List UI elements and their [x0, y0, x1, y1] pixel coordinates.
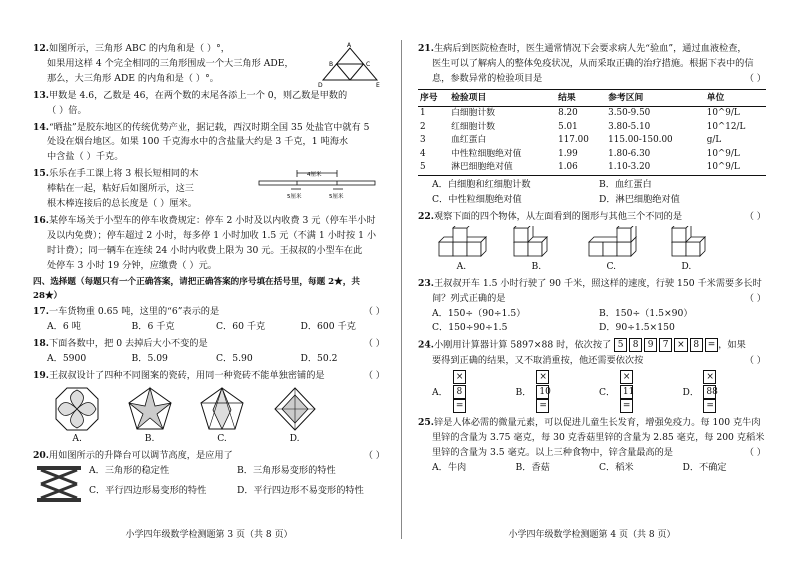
q23-option-c[interactable]: C．150÷90÷1.5	[432, 322, 508, 334]
q22-cubes-d-icon	[662, 226, 712, 260]
calculator-key: ×	[703, 370, 716, 384]
q19-tile-c-icon	[199, 386, 245, 432]
q22-option-c[interactable]: C.	[606, 260, 617, 272]
table-header: 检验项目	[449, 89, 556, 106]
calculator-key: =	[536, 399, 549, 413]
calculator-key: ×	[620, 370, 633, 384]
q21-option-b[interactable]: B．血红蛋白	[599, 179, 652, 191]
calculator-key: ×	[453, 370, 466, 384]
q19-option-c[interactable]: C.	[217, 432, 227, 444]
question-22: 22.观察下面的四个物体，从左面看到的图形与其他三个不同的是 （ ） A. B. C. D.	[418, 210, 766, 275]
q12-label-c: C	[366, 61, 371, 68]
calculator-key: 5	[614, 338, 627, 352]
q23-option-a[interactable]: A．150÷（90÷1.5）	[432, 307, 526, 319]
calculator-key: =	[620, 399, 633, 413]
table-row: 5 淋巴细胞绝对值 1.06 1.10-3.20 10^9/L	[418, 161, 766, 175]
q25-option-a[interactable]: A．牛肉	[432, 462, 467, 474]
q15-left-label: 5厘米	[287, 194, 302, 201]
table-row: 1 白细胞计数 8.20 3.50-9.50 10^9/L	[420, 107, 740, 118]
calculator-key: 88	[703, 385, 716, 399]
calculator-key: 10	[536, 385, 549, 399]
q23-option-d[interactable]: D．90÷1.5×150	[599, 322, 675, 334]
q17-option-b[interactable]: B．6 千克	[131, 321, 175, 333]
q23-option-b[interactable]: B．150÷（1.5×90）	[599, 307, 693, 319]
calculator-key: 11	[620, 385, 633, 399]
q15-right-label: 5厘米	[329, 194, 344, 201]
q12-label-d: D	[318, 82, 323, 88]
q21-option-c[interactable]: C．中性粒细胞绝对值	[432, 194, 522, 205]
q24-option-c[interactable]: C．×11=	[599, 371, 635, 412]
q18-answer-paren[interactable]: （ ）	[363, 338, 385, 350]
q19-tile-a-icon	[54, 386, 100, 432]
left-page	[33, 42, 385, 543]
q20-option-b[interactable]: B．三角形易变形的特性	[237, 464, 336, 476]
q25-option-c[interactable]: C．稻米	[599, 462, 634, 474]
q19-option-d[interactable]: D.	[289, 432, 300, 444]
calculator-key: ×	[536, 370, 549, 384]
table-row: 3 血红蛋白 117.00 115.00-150.00 g/L	[420, 135, 722, 146]
q24-keys-pressed	[614, 338, 718, 352]
q12-triangle-figure	[317, 42, 383, 88]
q15-stick-figure	[257, 167, 377, 207]
q18-option-d[interactable]: D．50.2	[300, 353, 338, 365]
table-row: 2 红细胞计数 5.01 3.80-5.10 10^12/L	[420, 121, 746, 132]
q21-option-d[interactable]: D．淋巴细胞绝对值	[599, 194, 680, 205]
table-header: 结果	[556, 89, 606, 106]
question-21: 21.生病后到医院检查时，医生通常情况下会要求病人先“验血”，通过血液检查， 医生可以了解病人的整体免疫状况，从而采取正确的治疗措施。根据下表中的信 息，参数异常的检验项目是 （ ） 序号 检验项目 结果 参考区间 单位 1 白细胞计数 8.20 3.50-9.50 10^9/L 2 红细胞计数 5.01 3.80-5.10 10^12/L 3 血红蛋白 117.00 115.00-150.00 g/L 4 中性粒细胞绝对值 1.99 1.80-6.30 10^9/L 5 淋巴细胞绝对值 1.06 1.10-3.20 10^9/L A．白细胞和红细胞计数 B．血红蛋白 C．中性粒细胞绝对值 D．淋巴细胞绝对值	[418, 42, 766, 208]
question-15: 15.乐乐在手工课上将 3 根长短相同的木 棒粘在一起，粘好后如图所示，这三 根木棒连接后的总长度是（ ）厘米。 4厘米 5厘米 5厘米	[33, 167, 385, 212]
q24-option-b[interactable]: B．×10=	[515, 371, 551, 412]
q20-option-a[interactable]: A．三角形的稳定性	[89, 464, 170, 476]
q24-option-a[interactable]: A．×8=	[432, 370, 516, 415]
table-header: 参考区间	[606, 89, 705, 106]
q22-option-d[interactable]: D.	[681, 260, 692, 272]
q22-answer-paren[interactable]: （ ）	[744, 210, 766, 222]
q17-option-d[interactable]: D．600 千克	[300, 321, 356, 333]
q22-cubes-a-icon	[437, 226, 487, 260]
q19-option-a[interactable]: A.	[72, 432, 82, 444]
table-header: 序号	[418, 89, 449, 106]
q12-label-a: A	[347, 42, 352, 49]
calculator-key: =	[705, 338, 719, 352]
calculator-key: 8	[453, 385, 466, 399]
question-20: 20.用如图所示的升降台可以调节高度，是应用了 （ ） A．三角形的稳定性 B．三角形易变形的特性 C．平行四边形易变形的特性 D．平行四边形不易变形的特性	[33, 449, 385, 504]
question-17: 17.一车货物重 0.65 吨，这里的“6”表示的是 （ ） A．6 吨 B．6 千克 C．60 千克 D．600 千克	[33, 305, 385, 335]
calculator-key: =	[453, 399, 466, 413]
q25-answer-paren[interactable]: （ ）	[744, 447, 766, 459]
question-18: 18.下面各数中，把 0 去掉后大小不变的是 （ ） A．5900 B．5.09 C．5.90 D．50.2	[33, 337, 385, 367]
question-25: 25.锌是人体必需的微量元素，可以促进儿童生长发育，增强免疫力。每 100 克牛肉 里锌的含量为 3.75 毫克，每 30 克香菇里锌的含量为 2.85 毫克，每 200 克稻米 里锌的含量为 3.5 毫克。以上三种食物中，锌含量最高的是 （ ） A．牛肉 B．香菇 C．稻米 D．不确定	[418, 416, 766, 476]
q17-option-c[interactable]: C．60 千克	[216, 321, 266, 333]
q18-option-b[interactable]: B．5.09	[131, 353, 168, 365]
q18-option-a[interactable]: A．5900	[47, 353, 87, 365]
calculator-key: =	[703, 399, 716, 413]
q17-answer-paren[interactable]: （ ）	[363, 306, 385, 318]
q22-option-b[interactable]: B.	[531, 260, 542, 272]
page-divider	[401, 40, 402, 539]
calculator-key: ×	[674, 338, 688, 352]
q22-cubes-b-icon	[512, 226, 562, 260]
q12-label-e: E	[376, 82, 380, 88]
q18-option-c[interactable]: C．5.90	[216, 353, 253, 365]
q24-answer-paren[interactable]: （ ）	[744, 354, 766, 366]
q24-option-d[interactable]: D．×88=	[682, 371, 718, 412]
calculator-key: 8	[690, 338, 703, 352]
section-4-title: 四、选择题（每题只有一个正确答案，请把正确答案的序号填在括号里，每题 2★，共 28★）	[33, 276, 360, 301]
q19-tile-b-icon	[127, 386, 173, 432]
q12-label-b: B	[329, 61, 334, 68]
question-16: 16.某停车场关于小型车的停车收费规定：停车 2 小时及以内收费 3 元（停车半小时 及以内免费）；停车超过 2 小时，每多停 1 小时加收 1.5 元（不满 1 小时按 1 小 时计费）；同一辆车在连续 24 小时内收费上限为 30 元。王叔叔的小型车在此 处停车 3 小时 19 分钟，应缴费（ ）元。	[33, 214, 377, 271]
q19-tile-d-icon	[272, 386, 318, 432]
right-page-footer: 小学四年级数学检测题第 4 页（共 8 页）	[508, 530, 676, 541]
table-header: 单位	[705, 89, 766, 106]
q20-option-c[interactable]: C．平行四边形易变形的特性	[89, 484, 207, 496]
table-header-row	[418, 89, 766, 106]
q19-option-b[interactable]: B.	[144, 432, 155, 444]
left-page-footer: 小学四年级数学检测题第 3 页（共 8 页）	[125, 530, 293, 541]
q17-option-a[interactable]: A．6 吨	[47, 321, 81, 333]
blood-test-table	[418, 89, 766, 176]
question-12: 12.如图所示，三角形 ABC 的内角和是（ ）°， 如果用这样 4 个完全相同的三角形围成一个大三角形 ADE， 那么，大三角形 ADE 的内角和是（ ）°。 A B C D E	[33, 42, 385, 87]
q20-option-d[interactable]: D．平行四边形不易变形的特性	[237, 484, 364, 496]
q12-line2: 如果用这样 4 个完全相同的三角形围成一个大三角形 ADE，	[47, 57, 294, 69]
question-24: 24.小刚用计算器计算 5897×88 时，依次按了 5 8 9 7 × 8 = ，如果 要得到正确的结果，又不取消重按，他还需要依次按 （ ） A．×8= B．×10= C．×11= D．×88=	[418, 338, 766, 414]
q20-answer-paren[interactable]: （ ）	[363, 449, 385, 461]
calculator-key: 9	[644, 338, 657, 352]
table-row: 4 中性粒细胞绝对值 1.99 1.80-6.30 10^9/L	[420, 148, 740, 159]
q25-option-b[interactable]: B．香菇	[515, 462, 550, 474]
right-page	[418, 42, 766, 543]
q12-line1: 如图所示，三角形 ABC 的内角和是（ ）°，	[48, 43, 230, 54]
q22-cubes-c-icon	[587, 226, 637, 260]
q23-answer-paren[interactable]: （ ）	[744, 292, 766, 304]
question-19: 19.王叔叔设计了四种不同图案的瓷砖，用同一种瓷砖不能单独密铺的是 （ ） A. B. C. D.	[33, 369, 385, 447]
q19-answer-paren[interactable]: （ ）	[363, 370, 385, 382]
question-14: 14.“晒盐”是胶东地区的传统优势产业，据记载，西汉时期全国 35 处盐官中就有 5 处设在烟台地区。如果 100 千克海水中的含盐量大约是 3 千克，1 吨海水 中含盐（ ）千克。	[33, 121, 370, 163]
q21-option-a[interactable]: A．白细胞和红细胞计数	[432, 179, 531, 191]
q15-top-label: 4厘米	[307, 172, 322, 179]
q22-option-a[interactable]: A.	[456, 260, 467, 272]
question-13: 13.甲数是 4.6，乙数是 46，在两个数的末尾各添上一个 0，则乙数是甲数的 （ ）倍。	[33, 89, 348, 116]
question-23: 23.王叔叔开车 1.5 小时行驶了 90 千米，照这样的速度，行驶 150 千米需要多长时 间？列式正确的是 （ ） A．150÷（90÷1.5） B．150÷（1.5×90） C．150÷90÷1.5 D．90÷1.5×150	[418, 277, 766, 337]
q25-option-d[interactable]: D．不确定	[682, 462, 727, 474]
q12-line3: 那么，大三角形 ADE 的内角和是（ ）°。	[47, 72, 219, 84]
q21-answer-paren[interactable]: （ ）	[744, 72, 766, 84]
calculator-key: 8	[629, 338, 642, 352]
q20-lift-platform-icon	[33, 464, 85, 504]
calculator-key: 7	[659, 338, 672, 352]
